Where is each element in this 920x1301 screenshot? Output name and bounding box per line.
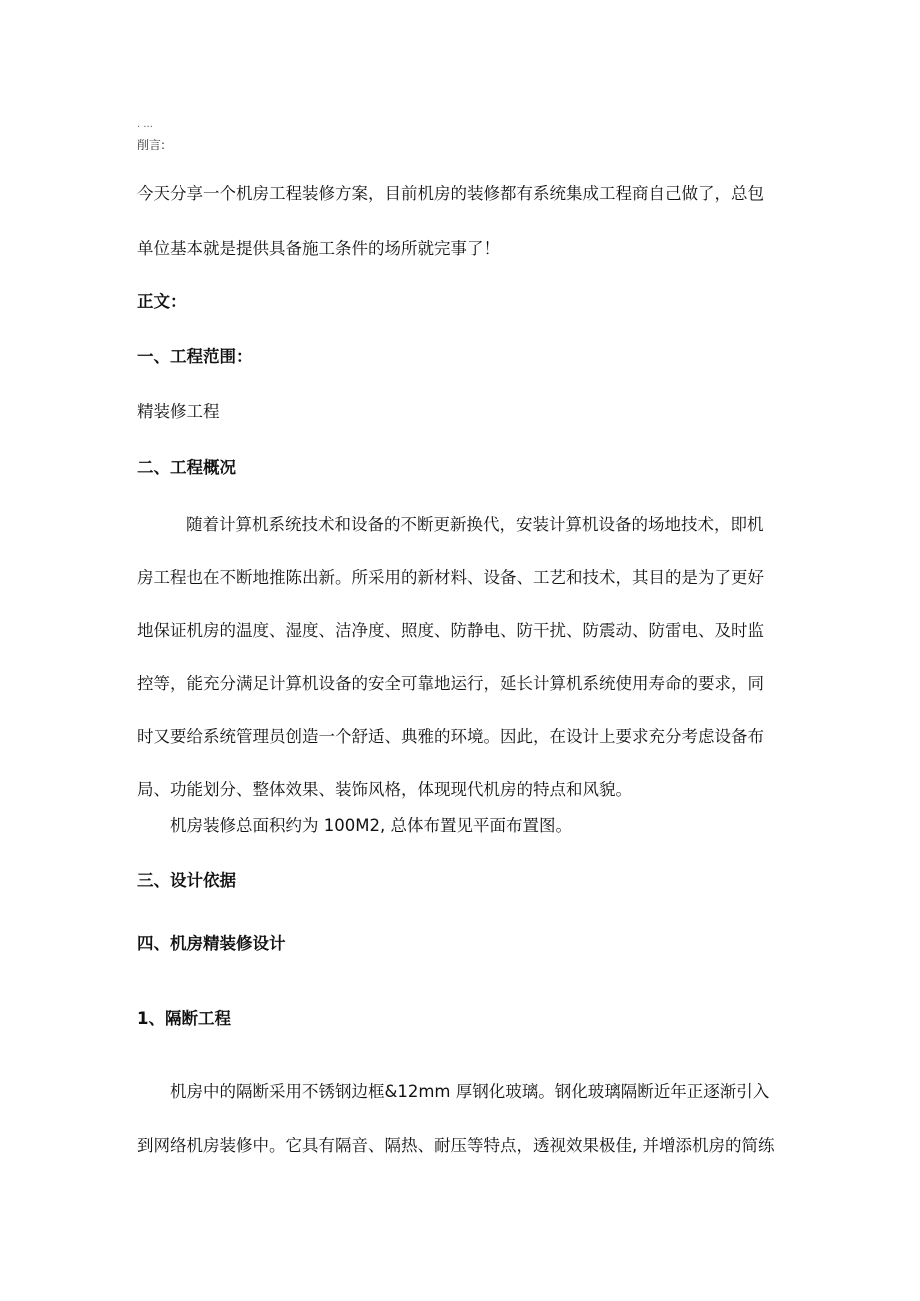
- section2-para-line: 地保证机房的温度、湿度、洁净度、照度、防静电、防干扰、防震动、防雷电、及时监: [137, 621, 764, 640]
- section2-para-line: 局、功能划分、整体效果、装饰风格，体现现代机房的特点和风貌。: [137, 780, 632, 799]
- section2-para-line: 随着计算机系统技术和设备的不断更新换代，安装计算机设备的场地技术，即机: [186, 515, 764, 534]
- section4-sub1-heading: 1、隔断工程: [137, 1009, 231, 1028]
- section2-area-line: 机房装修总面积约为 100M2, 总体布置见平面布置图。: [170, 816, 572, 835]
- section2-heading: 二、工程概况: [137, 458, 236, 477]
- intro-line-2: 单位基本就是提供具备施工条件的场所就完事了！: [137, 239, 500, 258]
- section2-para-line: 控等，能充分满足计算机设备的安全可靠地运行，延长计算机系统使用寿命的要求，同: [137, 674, 764, 693]
- section3-heading: 三、设计依据: [137, 871, 236, 890]
- section4-heading: 四、机房精装修设计: [137, 934, 286, 953]
- preface-label: 削言:: [137, 138, 166, 152]
- section4-sub1-line: 到网络机房装修中。它具有隔音、隔热、耐压等特点，透视效果极佳, 并增添机房的简练: [137, 1136, 775, 1155]
- section1-heading: 一、工程范围：: [137, 347, 253, 366]
- section1-text: 精装修工程: [137, 402, 220, 421]
- intro-line-1: 今天分享一个机房工程装修方案，目前机房的装修都有系统集成工程商自己做了，总包: [137, 184, 764, 203]
- body-heading: 正文：: [137, 292, 187, 311]
- section2-para-line: 房工程也在不断地推陈出新。所采用的新材料、设备、工艺和技术，其目的是为了更好: [137, 568, 764, 587]
- section4-sub1-line: 机房中的隔断采用不锈钢边框&12mm 厚钢化玻璃。钢化玻璃隔断近年正逐渐引入: [170, 1082, 770, 1101]
- section2-para-line: 时又要给系统管理员创造一个舒适、典雅的环境。因此，在设计上要求充分考虑设备布: [137, 727, 764, 746]
- page-marker: · ···: [137, 122, 153, 133]
